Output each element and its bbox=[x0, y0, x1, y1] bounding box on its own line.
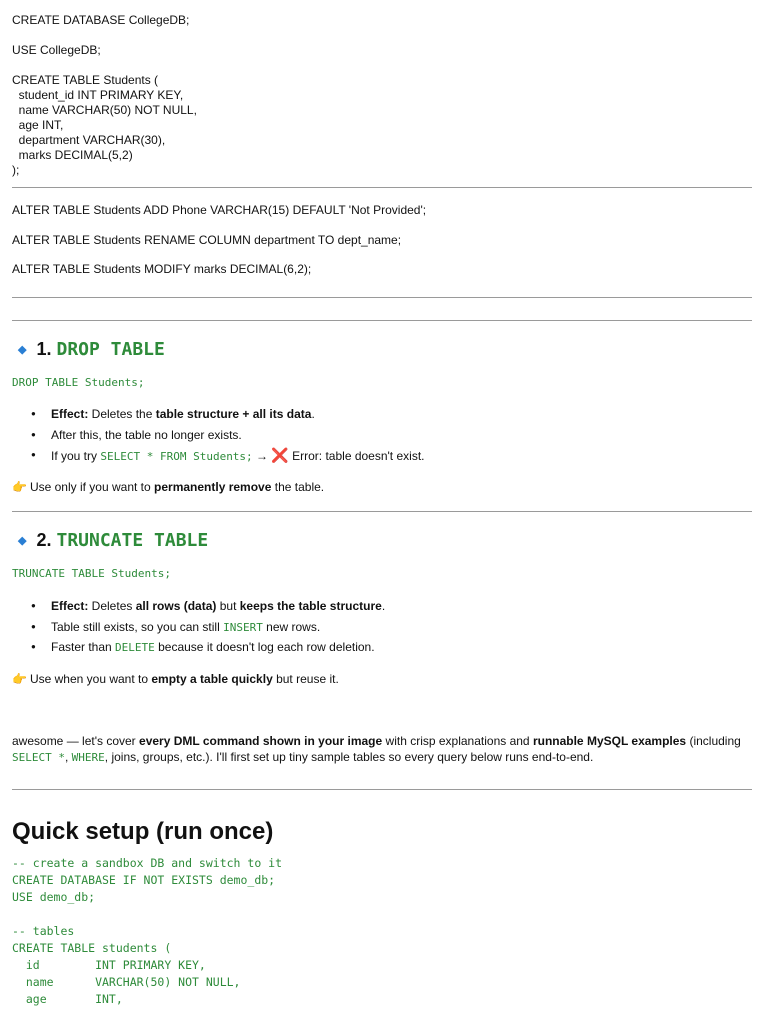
diamond-icon: ◆ bbox=[18, 344, 27, 356]
pointing-hand-icon: 👉 bbox=[12, 480, 27, 494]
divider bbox=[12, 789, 752, 790]
create-table-block: CREATE TABLE Students ( student_id INT PRIMARY KEY, name VARCHAR(50) NOT NULL, age INT, department VARCHAR(30), marks DECIMAL(5,2) ); bbox=[12, 73, 197, 177]
divider bbox=[12, 187, 752, 188]
truncate-note: 👉 Use when you want to empty a table quickly but reuse it. bbox=[12, 672, 339, 686]
alter-rename-line: ALTER TABLE Students RENAME COLUMN department TO dept_name; bbox=[12, 233, 402, 247]
truncate-bullet-list bbox=[31, 596, 385, 658]
drop-note: 👉 Use only if you want to permanently remove the table. bbox=[12, 480, 325, 494]
divider bbox=[12, 297, 752, 298]
heading-code: DROP TABLE bbox=[56, 339, 165, 360]
heading-code: TRUNCATE TABLE bbox=[56, 530, 209, 551]
heading-number: 1. bbox=[36, 339, 52, 359]
truncate-code-line: TRUNCATE TABLE Students; bbox=[12, 567, 171, 580]
intro-paragraph: awesome — let's cover every DML command shown in your image with crisp explanations and runnable MySQL examples (including SELECT *, WHERE, joins, groups, etc.). I'll first set up tiny sample tables so every query below runs end-to-end. bbox=[12, 734, 741, 764]
list-item: ● Table still exists, so you can still INSERT new rows. bbox=[31, 617, 385, 638]
divider bbox=[12, 320, 752, 321]
use-database-line: USE CollegeDB; bbox=[12, 43, 101, 57]
list-item: ● Faster than DELETE because it doesn't log each row deletion. bbox=[31, 637, 385, 658]
create-database-line: CREATE DATABASE CollegeDB; bbox=[12, 13, 190, 27]
list-item: ● Effect: Deletes the table structure + all its data. bbox=[31, 404, 424, 425]
pointing-hand-icon: 👉 bbox=[12, 672, 27, 686]
truncate-table-heading bbox=[18, 530, 208, 551]
diamond-icon: ◆ bbox=[18, 535, 27, 547]
list-item: ● After this, the table no longer exists. bbox=[31, 425, 424, 446]
drop-table-heading bbox=[18, 339, 165, 360]
heading-number: 2. bbox=[36, 530, 52, 550]
divider bbox=[12, 511, 752, 512]
list-item: ● If you try SELECT * FROM Students; → ❌ Error: table doesn't exist. bbox=[31, 445, 424, 466]
alter-add-line: ALTER TABLE Students ADD Phone VARCHAR(15) DEFAULT 'Not Provided'; bbox=[12, 203, 427, 217]
cross-mark-icon: ❌ bbox=[271, 447, 289, 463]
setup-code-block: -- create a sandbox DB and switch to it CREATE DATABASE IF NOT EXISTS demo_db; USE demo_db; -- tables CREATE TABLE students ( id INT PRIMARY KEY, name VARCHAR(50) NOT NULL, age INT, bbox=[12, 856, 283, 1006]
quick-setup-heading: Quick setup (run once) bbox=[12, 818, 274, 845]
list-item: ● Effect: Deletes all rows (data) but keeps the table structure. bbox=[31, 596, 385, 617]
alter-modify-line: ALTER TABLE Students MODIFY marks DECIMAL(6,2); bbox=[12, 262, 312, 276]
drop-bullet-list bbox=[31, 404, 424, 466]
drop-code-line: DROP TABLE Students; bbox=[12, 376, 145, 389]
